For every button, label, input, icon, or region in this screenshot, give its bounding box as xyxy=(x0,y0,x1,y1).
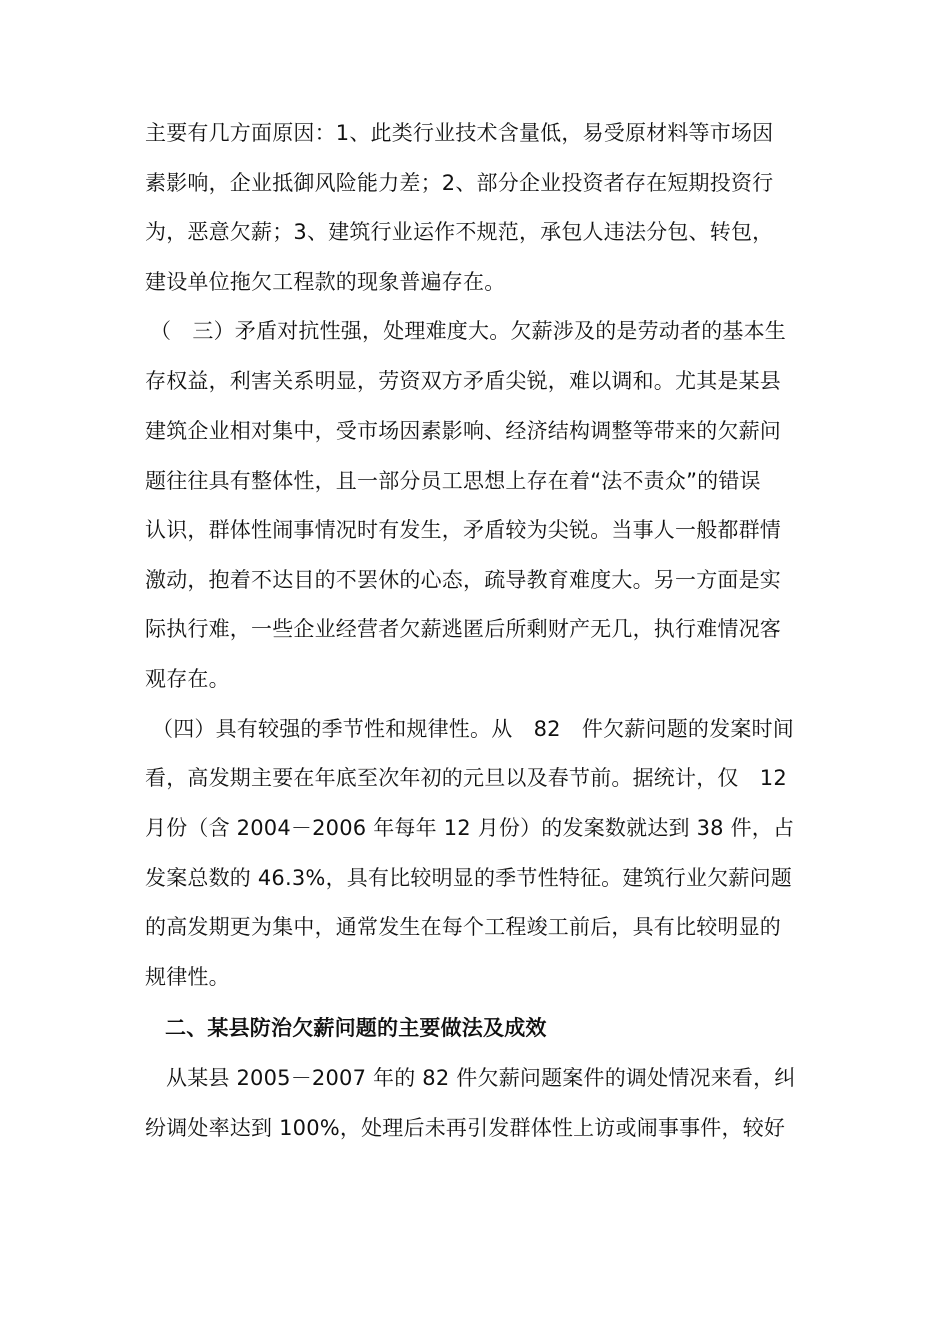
paragraph-line: 际执行难，一些企业经营者欠薪逃匿后所剩财产无几，执行难情况客 xyxy=(145,617,781,641)
paragraph-line: 为，恶意欠薪；3、建筑行业运作不规范，承包人违法分包、转包， xyxy=(145,220,774,244)
paragraph-line: 发案总数的 46.3%，具有比较明显的季节性特征。建筑行业欠薪问题 xyxy=(145,866,792,890)
paragraph-line: 建筑企业相对集中，受市场因素影响、经济结构调整等带来的欠薪问 xyxy=(145,419,781,443)
paragraph-line: 规律性。 xyxy=(145,965,230,989)
paragraph-line: 建设单位拖欠工程款的现象普遍存在。 xyxy=(145,270,506,294)
paragraph-line: 月份（含 2004－2006 年每年 12 月份）的发案数就达到 38 件，占 xyxy=(145,816,795,840)
paragraph-line: 从某县 2005－2007 年的 82 件欠薪问题案件的调处情况来看，纠 xyxy=(166,1066,796,1090)
paragraph-line: 主要有几方面原因：1、此类行业技术含量低，易受原材料等市场因 xyxy=(145,121,774,145)
paragraph-line: 激动，抱着不达目的不罢休的心态，疏导教育难度大。另一方面是实 xyxy=(145,568,781,592)
paragraph-line: 存权益，利害关系明显，劳资双方矛盾尖锐，难以调和。尤其是某县 xyxy=(145,369,781,393)
paragraph-line: 的高发期更为集中，通常发生在每个工程竣工前后，具有比较明显的 xyxy=(145,915,781,939)
paragraph-line: 看，高发期主要在年底至次年初的元旦以及春节前。据统计，仅 12 xyxy=(145,766,787,790)
paragraph-line: 认识，群体性闹事情况时有发生，矛盾较为尖锐。当事人一般都群情 xyxy=(145,518,781,542)
paragraph-line: 观存在。 xyxy=(145,667,230,691)
paragraph-line: 题往往具有整体性，且一部分员工思想上存在着“法不责众”的错误 xyxy=(145,469,761,493)
paragraph-line: （ 三）矛盾对抗性强，处理难度大。欠薪涉及的是劳动者的基本生 xyxy=(150,319,786,343)
paragraph-line: 纷调处率达到 100%，处理后未再引发群体性上访或闹事事件，较好 xyxy=(145,1116,786,1140)
paragraph-line: （四）具有较强的季节性和规律性。从 82 件欠薪问题的发案时间 xyxy=(152,717,794,741)
paragraph-line: 素影响，企业抵御风险能力差；2、部分企业投资者存在短期投资行 xyxy=(145,171,774,195)
section-heading: 二、某县防治欠薪问题的主要做法及成效 xyxy=(165,1016,547,1040)
